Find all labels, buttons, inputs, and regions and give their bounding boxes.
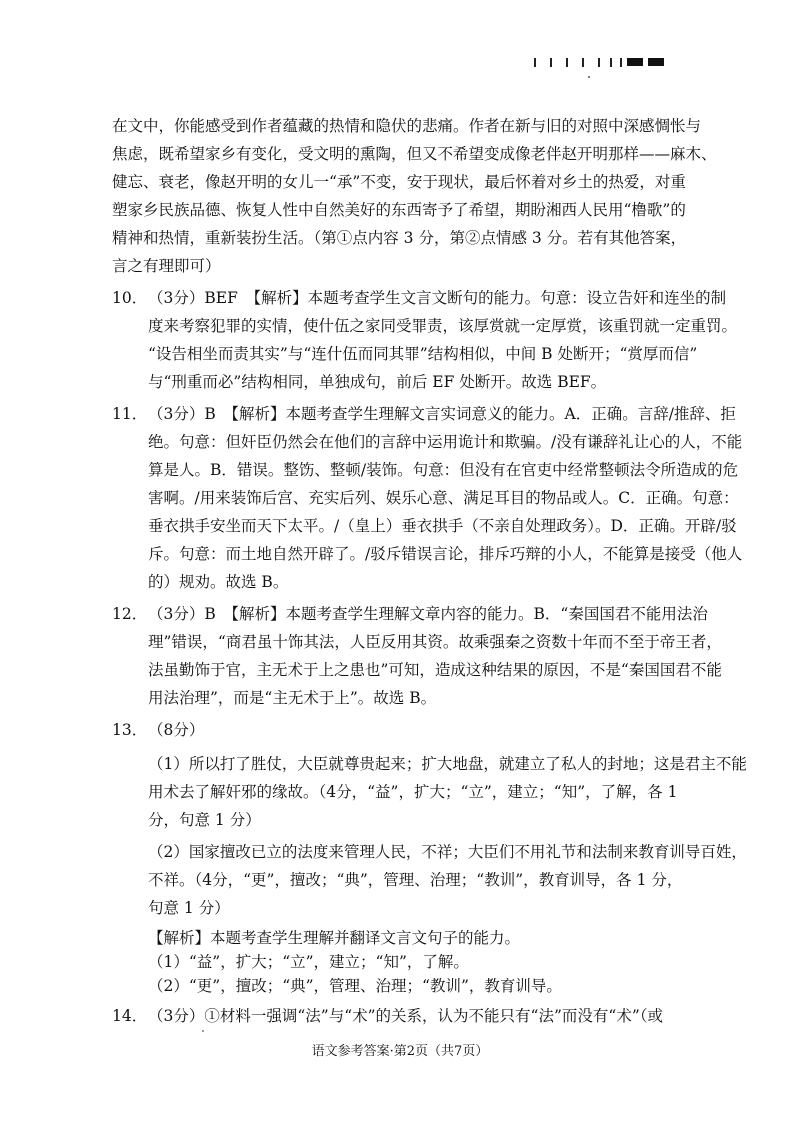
text-line: （1）“益”，扩大；“立”，建立；“知”，了解。 (148, 953, 469, 971)
text-line: 用术去了解奸邪的缘故。（4分，“益”，扩大；“立”，建立；“知”，了解，各 1 (148, 783, 678, 801)
question-number: 11． (112, 405, 148, 423)
question-14 (112, 1002, 692, 1030)
text-line: 不祥。（4分，“更”，擅改；“典”，管理、治理；“教训”，教育训导，各 1 分， (148, 871, 683, 889)
q13-analysis (112, 926, 692, 998)
answer-content (112, 112, 747, 1030)
text-line: 言之有理即可） (112, 257, 221, 275)
q13-answer-1 (112, 750, 747, 834)
text-line: 精神和热情，重新装扮生活。（第①点内容 3 分，第②点情感 3 分。若有其他答案， (112, 229, 687, 247)
text-line: 与“刑重而必”结构相同，单独成句，前后 EF 处断开。故选 BEF。 (148, 373, 607, 391)
text-line: 塑家乡民族品德、恢复人性中自然美好的东西寄予了希望，期盼湘西人民用“橹歌”的 (112, 201, 686, 219)
header-tick (550, 58, 552, 67)
question-12 (112, 600, 722, 712)
text-line: 【解析】本题考查学生理解并翻译文言文句子的能力。 (148, 929, 521, 947)
text-line: 句意 1 分） (148, 899, 230, 917)
header-tick (620, 58, 622, 67)
text-line: 垂衣拱手安坐而天下太平。/（皇上）垂衣拱手（不亲自处理政务）。D．正确。开辟/驳 (148, 517, 737, 535)
text-line: 绝。句意：但奸臣仍然会在他们的言辞中运用诡计和欺骗。/没有谦辞礼让心的人，不能 (148, 433, 743, 451)
text-line: （2）国家擅改已立的法度来管理人民，不祥；大臣们不用礼节和法制来教育训导百姓， (148, 843, 747, 861)
question-number: 13． (112, 721, 148, 739)
text-line: 用法治理”，而是“主无术于上”。故选 B。 (148, 689, 437, 707)
text-line: （3分）B 【解析】本题考查学生理解文章内容的能力。B．“秦国国君不能用法治 (148, 605, 708, 623)
text-line: 法虽勤饰于官，主无术于上之患也”可知，造成这种结果的原因，不是“秦国国君不能 (148, 661, 722, 679)
text-line: 算是人。B．错误。整饬、整顿/装饰。句意：但没有在官吏中经常整顿法令所造成的危 (148, 461, 739, 479)
text-line: （3分）B 【解析】本题考查学生理解文言实词意义的能力。A．正确。言辞/推辞、拒 (148, 405, 736, 423)
text-line: 害啊。/用来装饰后宫、充实后列、娱乐心意、满足耳目的物品或人。C．正确。句意： (148, 489, 739, 507)
question-number: 10． (112, 289, 148, 307)
q9-continuation (112, 112, 717, 280)
header-dot (588, 76, 590, 78)
header-tick (534, 58, 536, 67)
text-line: 分，句意 1 分） (148, 811, 261, 829)
text-line: （3分）①材料一强调“法”与“术”的关系，认为不能只有“法”而没有“术”（或 (148, 1007, 664, 1025)
text-line: （1）所以打了胜仗，大臣就尊贵起来；扩大地盘，就建立了私人的封地；这是君主不能 (148, 755, 747, 773)
text-line: 的）规劝。故选 B。 (148, 573, 289, 591)
text-line: 度来考察犯罪的实情，使什伍之家同受罪责，该厚赏就一定厚赏，该重罚就一定重罚。 (148, 317, 738, 335)
page-footer: 语文参考答案·第2页（共7页） (311, 1044, 489, 1059)
text-line: “设告相坐而责其实”与“连什伍而同其罪”结构相似，中间 B 处断开；“赏厚而信” (148, 345, 698, 363)
footer-dot (202, 1030, 204, 1032)
question-11 (112, 400, 743, 596)
text-line: 健忘、衰老，像赵开明的女儿一“承”不变，安于现状，最后怀着对乡土的热爱，对重 (112, 173, 686, 191)
header-tick (610, 58, 612, 67)
header-block (648, 58, 664, 66)
question-number: 14． (112, 1007, 148, 1025)
text-line: （3分）BEF 【解析】本题考查学生文言文断句的能力。句意：设立告奸和连坐的制 (148, 289, 727, 307)
header-tick (566, 58, 568, 67)
text-line: （2）“更”，擅改；“典”，管理、治理；“教训”，教育训导。 (148, 977, 562, 995)
text-line: 理”错误，“商君虽十饰其法，人臣反用其资。故乘强秦之资数十年而不至于帝王者， (148, 633, 722, 651)
q13-answer-2 (112, 838, 747, 922)
question-number: 12． (112, 605, 148, 623)
text-line: 斥。句意：而土地自然开辟了。/驳斥错误言论，排斥巧辩的小人，不能算是接受（他人 (148, 545, 743, 563)
header-tick (598, 58, 600, 67)
text-line: 焦虑，既希望家乡有变化，受文明的熏陶，但又不希望变成像老伴赵开明那样——麻木、 (112, 145, 717, 163)
question-10 (112, 284, 738, 396)
question-score: （8分） (148, 721, 205, 739)
question-13 (112, 716, 692, 744)
header-block (627, 58, 643, 66)
text-line: 在文中，你能感受到作者蕴藏的热情和隐伏的悲痛。作者在新与旧的对照中深感惆怅与 (112, 117, 702, 135)
header-tick (582, 58, 584, 67)
